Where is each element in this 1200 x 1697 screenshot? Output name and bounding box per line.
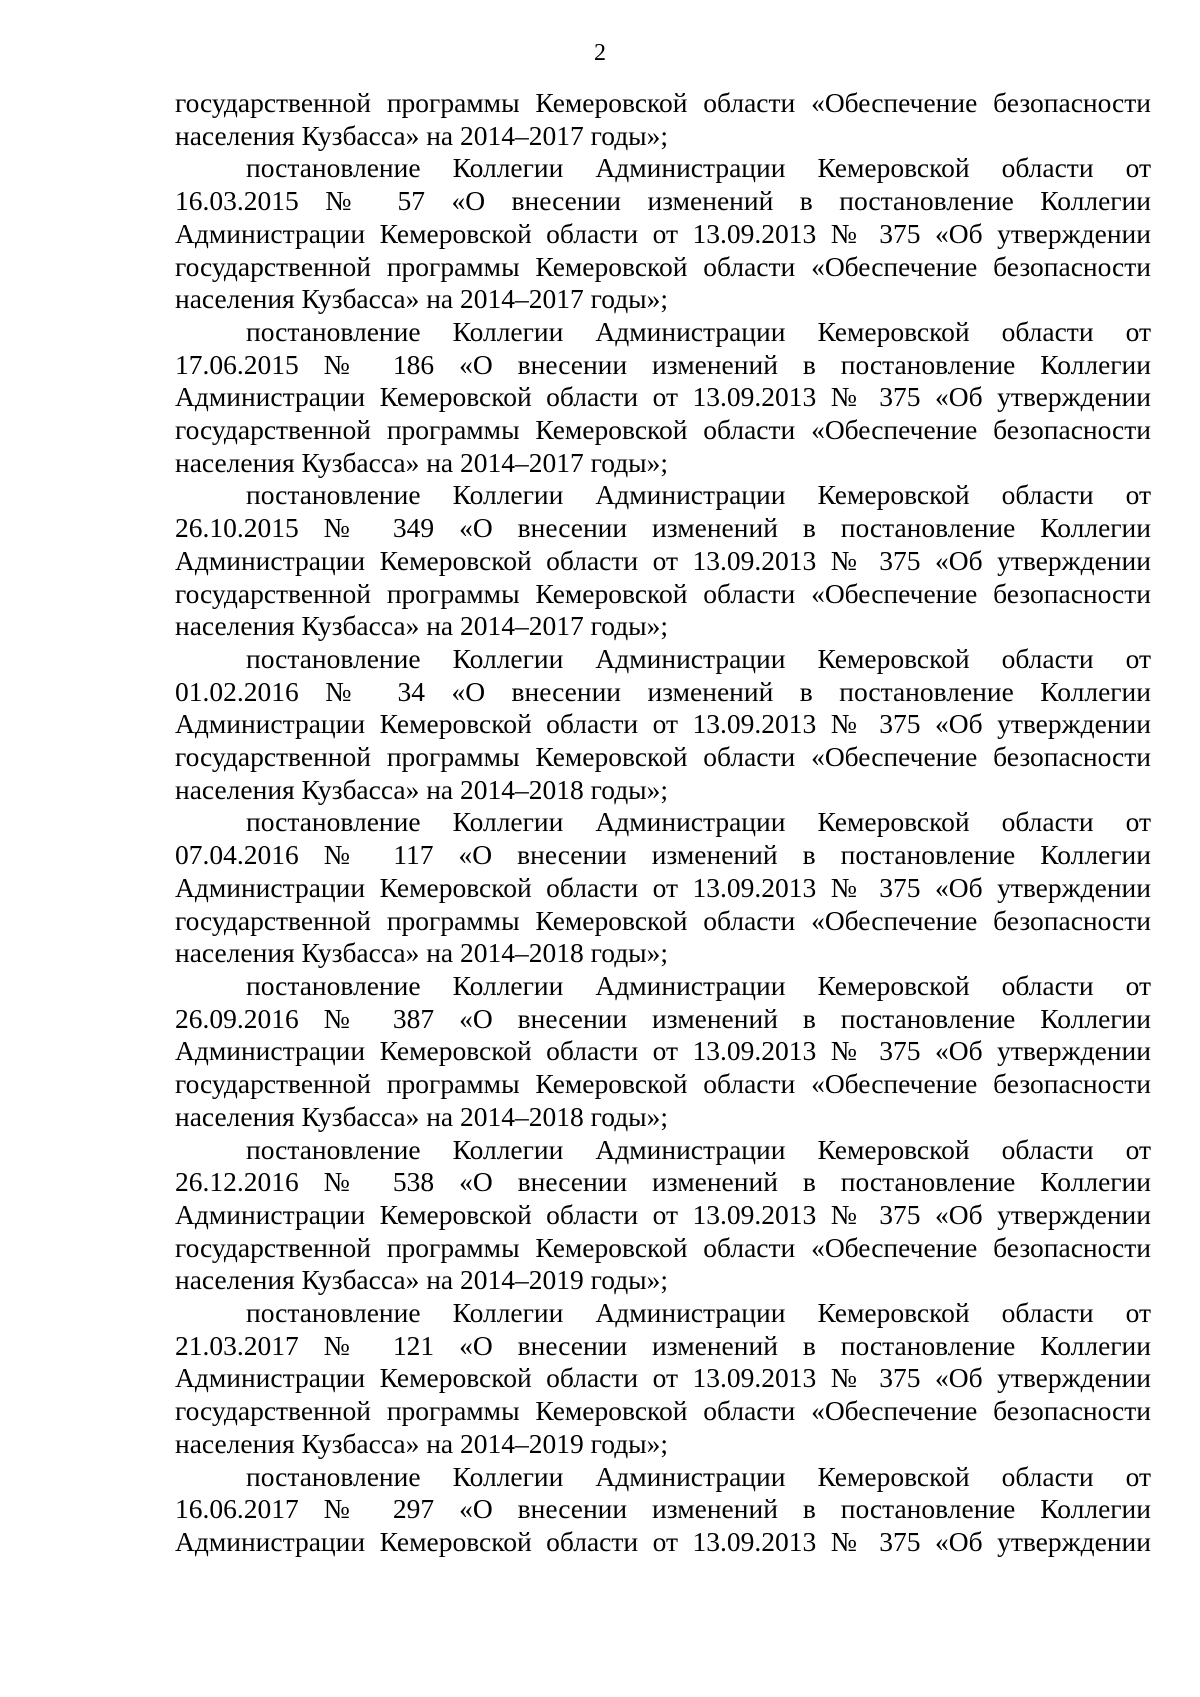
text-line: Администрации Кемеровской области от 13.09.2013 № 375 «Об утверждении [175, 544, 1151, 576]
text-line: населения Кузбасса» на 2014–2019 годы»; [175, 1427, 669, 1459]
text-line: Администрации Кемеровской области от 13.09.2013 № 375 «Об утверждении [175, 871, 1151, 903]
resolution-item [175, 479, 1151, 643]
opening-paragraph [175, 87, 1151, 152]
text-line: государственной программы Кемеровской области «Обеспечение безопасности [175, 741, 1151, 773]
text-line: государственной программы Кемеровской области «Обеспечение безопасности [175, 1068, 1151, 1100]
resolution-item [175, 970, 1151, 1134]
resolution-item [175, 1297, 1151, 1461]
text-line: государственной программы Кемеровской области «Обеспечение безопасности [175, 250, 1151, 282]
text-line: населения Кузбасса» на 2014–2019 годы»; [175, 1264, 669, 1296]
text-line: постановление Коллегии Администрации Кемеровской области от [246, 479, 1151, 511]
text-line: 16.06.2017 № 297 «О внесении изменений в постановление Коллегии [175, 1493, 1151, 1525]
text-line: Администрации Кемеровской области от 13.09.2013 № 375 «Об утверждении [175, 381, 1151, 413]
text-line: постановление Коллегии Администрации Кемеровской области от [246, 806, 1151, 838]
text-line: постановление Коллегии Администрации Кемеровской области от [246, 1297, 1151, 1329]
text-line: 16.03.2015 № 57 «О внесении изменений в постановление Коллегии [175, 185, 1151, 217]
text-line: постановление Коллегии Администрации Кемеровской области от [246, 315, 1151, 347]
text-line: Администрации Кемеровской области от 13.09.2013 № 375 «Об утверждении [175, 1035, 1151, 1067]
resolution-item [175, 643, 1151, 807]
text-line: государственной программы Кемеровской области «Обеспечение безопасности [175, 87, 1151, 118]
page-number: 2 [594, 40, 606, 66]
text-line: государственной программы Кемеровской области «Обеспечение безопасности [175, 1395, 1151, 1427]
text-line: населения Кузбасса» на 2014–2017 годы»; [175, 283, 669, 315]
text-line: постановление Коллегии Администрации Кемеровской области от [246, 1133, 1151, 1165]
text-line: государственной программы Кемеровской области «Обеспечение безопасности [175, 577, 1151, 609]
text-line: 21.03.2017 № 121 «О внесении изменений в постановление Коллегии [175, 1329, 1151, 1361]
text-line: населения Кузбасса» на 2014–2017 годы»; [175, 119, 669, 151]
document-body [175, 87, 1151, 1559]
resolution-item [175, 152, 1151, 316]
text-line: Администрации Кемеровской области от 13.09.2013 № 375 «Об утверждении [175, 708, 1151, 740]
text-line: населения Кузбасса» на 2014–2018 годы»; [175, 773, 669, 805]
text-line: постановление Коллегии Администрации Кемеровской области от [246, 152, 1151, 184]
text-line: государственной программы Кемеровской области «Обеспечение безопасности [175, 414, 1151, 446]
resolution-item [175, 806, 1151, 970]
text-line: 17.06.2015 № 186 «О внесении изменений в постановление Коллегии [175, 348, 1151, 380]
text-line: постановление Коллегии Администрации Кемеровской области от [246, 1460, 1151, 1492]
text-line: 26.09.2016 № 387 «О внесении изменений в постановление Коллегии [175, 1002, 1151, 1034]
text-line: населения Кузбасса» на 2014–2018 годы»; [175, 1100, 669, 1132]
text-line: Администрации Кемеровской области от 13.09.2013 № 375 «Об утверждении [175, 1525, 1151, 1557]
resolution-item [175, 1461, 1151, 1559]
text-line: государственной программы Кемеровской области «Обеспечение безопасности [175, 1231, 1151, 1263]
resolution-item [175, 1134, 1151, 1298]
resolution-item [175, 316, 1151, 480]
text-line: Администрации Кемеровской области от 13.09.2013 № 375 «Об утверждении [175, 1198, 1151, 1230]
text-line: постановление Коллегии Администрации Кемеровской области от [246, 969, 1151, 1001]
text-line: государственной программы Кемеровской области «Обеспечение безопасности [175, 904, 1151, 936]
text-line: постановление Коллегии Администрации Кемеровской области от [246, 642, 1151, 674]
text-line: 01.02.2016 № 34 «О внесении изменений в постановление Коллегии [175, 675, 1151, 707]
text-line: населения Кузбасса» на 2014–2017 годы»; [175, 446, 669, 478]
text-line: Администрации Кемеровской области от 13.09.2013 № 375 «Об утверждении [175, 1362, 1151, 1394]
text-line: 07.04.2016 № 117 «О внесении изменений в постановление Коллегии [175, 839, 1151, 871]
text-line: Администрации Кемеровской области от 13.09.2013 № 375 «Об утверждении [175, 217, 1151, 249]
text-line: 26.12.2016 № 538 «О внесении изменений в постановление Коллегии [175, 1166, 1151, 1198]
text-line: населения Кузбасса» на 2014–2017 годы»; [175, 610, 669, 642]
text-line: населения Кузбасса» на 2014–2018 годы»; [175, 937, 669, 969]
text-line: 26.10.2015 № 349 «О внесении изменений в постановление Коллегии [175, 512, 1151, 544]
